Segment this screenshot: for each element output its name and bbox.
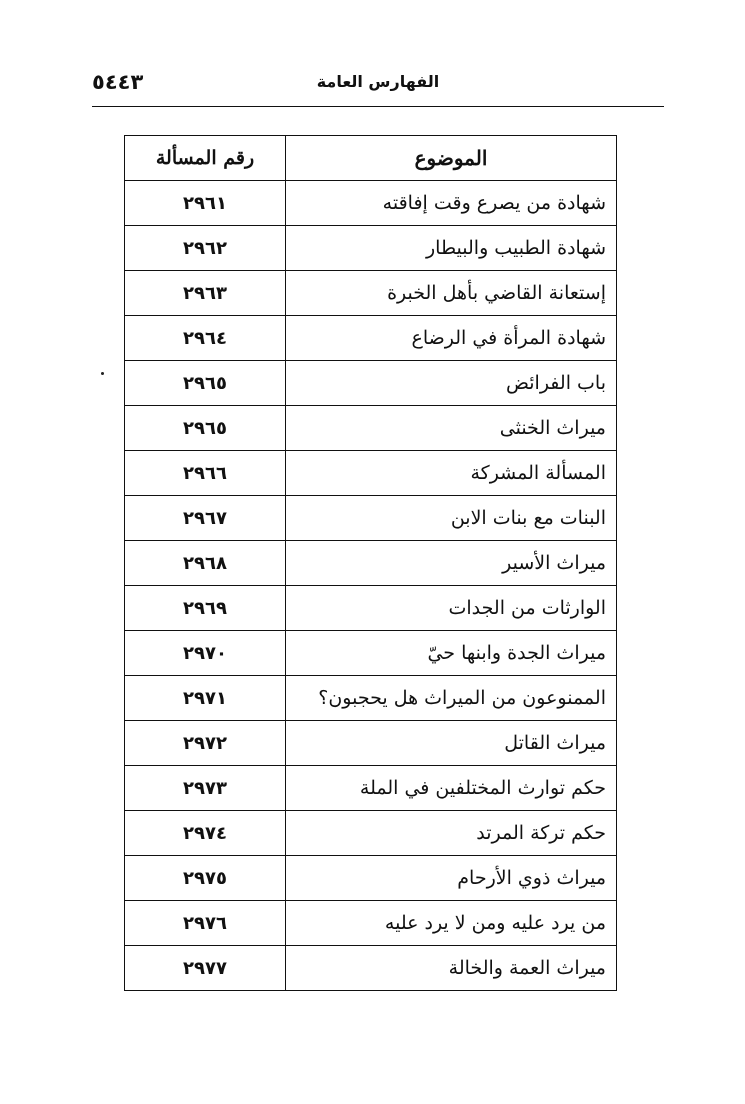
table-row [125,631,617,676]
page-header [92,66,664,107]
page-number: ٥٤٤٣ [92,70,144,94]
running-title: الفهارس العامة [316,72,440,91]
table-row [125,946,617,991]
row-subject: البنات مع بنات الابن [286,496,617,541]
row-issue-number: ٢٩٦٥ [125,406,286,451]
table-row [125,721,617,766]
row-issue-number: ٢٩٧٣ [125,766,286,811]
row-subject: شهادة من يصرع وقت إفاقته [286,181,617,226]
row-subject: الممنوعون من الميراث هل يحجبون؟ [286,676,617,721]
row-issue-number: ٢٩٦٤ [125,316,286,361]
row-subject: باب الفرائض [286,361,617,406]
row-issue-number: ٢٩٧٥ [125,856,286,901]
row-subject: حكم تركة المرتد [286,811,617,856]
table-row [125,316,617,361]
table-header-row [125,136,617,181]
table-body [125,181,617,991]
stray-mark [101,372,104,375]
row-subject: ميراث الجدة وابنها حيّ [286,631,617,676]
row-issue-number: ٢٩٦٢ [125,226,286,271]
issue-number-column-header: رقم المسألة [125,136,286,181]
row-issue-number: ٢٩٧٢ [125,721,286,766]
row-issue-number: ٢٩٧٤ [125,811,286,856]
row-subject: من يرد عليه ومن لا يرد عليه [286,901,617,946]
table-row [125,496,617,541]
table-row [125,451,617,496]
row-issue-number: ٢٩٦٨ [125,541,286,586]
index-table [124,135,617,991]
row-issue-number: ٢٩٦٥ [125,361,286,406]
row-subject: حكم توارث المختلفين في الملة [286,766,617,811]
row-subject: ميراث القاتل [286,721,617,766]
table-row [125,856,617,901]
table-row [125,406,617,451]
row-issue-number: ٢٩٦٧ [125,496,286,541]
table-row [125,226,617,271]
row-subject: إستعانة القاضي بأهل الخبرة [286,271,617,316]
table-row [125,676,617,721]
table-row [125,541,617,586]
table-row [125,361,617,406]
table-row [125,586,617,631]
row-subject: ميراث العمة والخالة [286,946,617,991]
row-subject: ميراث الأسير [286,541,617,586]
row-issue-number: ٢٩٦٦ [125,451,286,496]
table-row [125,766,617,811]
table-row [125,181,617,226]
row-issue-number: ٢٩٧١ [125,676,286,721]
row-issue-number: ٢٩٦٣ [125,271,286,316]
row-subject: الوارثات من الجدات [286,586,617,631]
table-row [125,901,617,946]
row-issue-number: ٢٩٧٠ [125,631,286,676]
subject-column-header: الموضوع [286,136,617,181]
row-issue-number: ٢٩٦٩ [125,586,286,631]
row-subject: شهادة المرأة في الرضاع [286,316,617,361]
row-issue-number: ٢٩٧٧ [125,946,286,991]
row-subject: المسألة المشركة [286,451,617,496]
row-issue-number: ٢٩٧٦ [125,901,286,946]
row-issue-number: ٢٩٦١ [125,181,286,226]
row-subject: ميراث ذوي الأرحام [286,856,617,901]
table-row [125,811,617,856]
row-subject: ميراث الخنثى [286,406,617,451]
row-subject: شهادة الطبيب والبيطار [286,226,617,271]
table-row [125,271,617,316]
